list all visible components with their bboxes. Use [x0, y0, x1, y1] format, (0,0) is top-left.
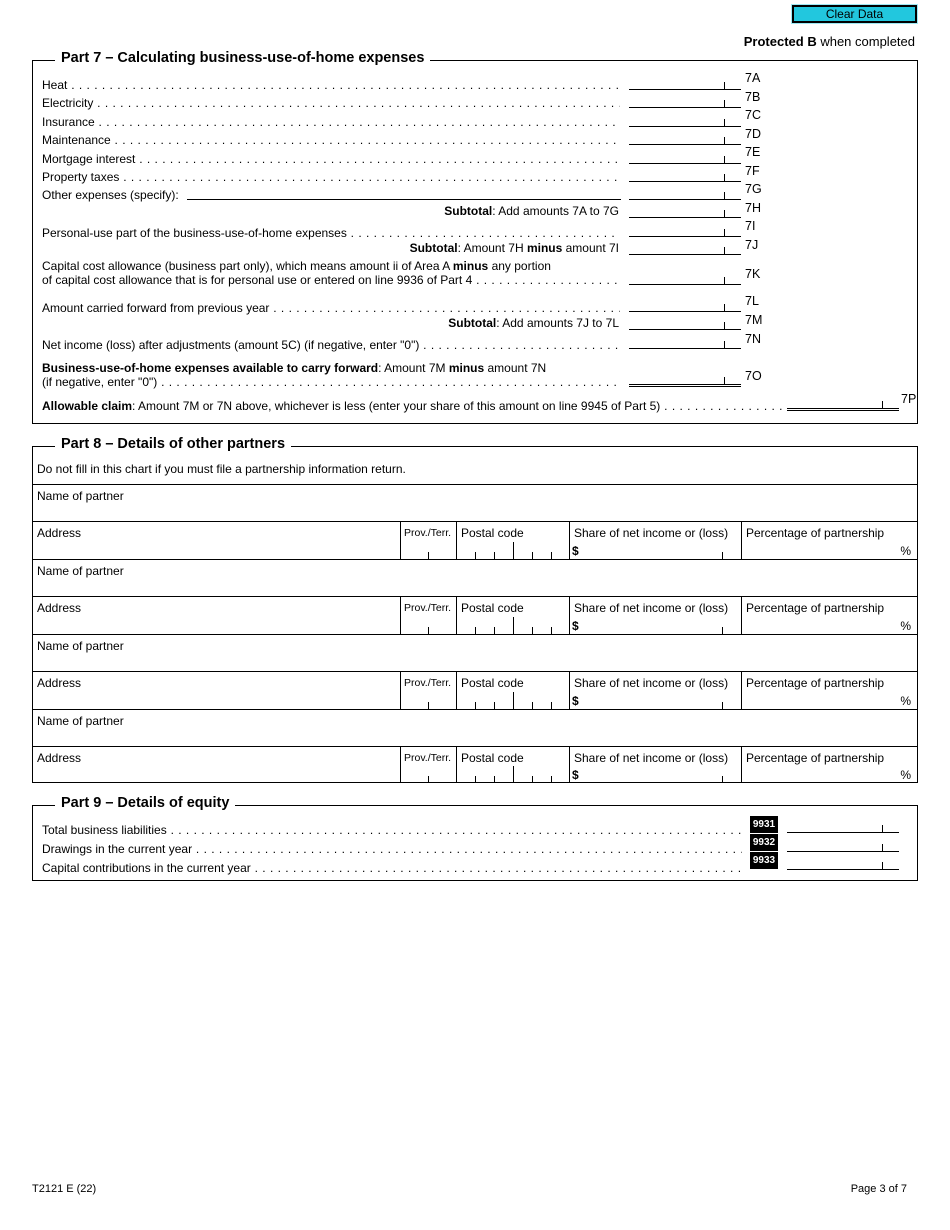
code-7o: 7O: [745, 369, 762, 383]
partner-2-name-row[interactable]: [33, 559, 917, 596]
subtotal-7h-amount-field[interactable]: [629, 205, 741, 218]
part8-note: Do not fill in this chart if you must file a partnership information return.: [37, 462, 406, 476]
partner-4-name-row[interactable]: [33, 709, 917, 746]
electricity-amount-field[interactable]: [629, 95, 741, 108]
part9-section: [32, 795, 918, 881]
drawings-amount-field[interactable]: [787, 839, 899, 852]
prov-terr-label: Prov./Terr.: [404, 602, 452, 614]
insurance-label: Insurance . . .: [42, 115, 620, 129]
code-7h: 7H: [745, 201, 761, 215]
percentage-partnership-label: Percentage of partnership: [746, 601, 885, 615]
share-net-income-field[interactable]: [569, 672, 741, 709]
code-7g: 7G: [745, 182, 762, 196]
partner-name-label: Name of partner: [37, 639, 124, 653]
other-expenses-label: Other expenses (specify):: [42, 188, 179, 202]
postal-code-field[interactable]: [456, 522, 569, 559]
carried-forward-amount-field[interactable]: [629, 299, 741, 312]
subtotal-7j-amount-field[interactable]: [629, 242, 741, 255]
percentage-partnership-label: Percentage of partnership: [746, 751, 885, 765]
net-income-label: Net income (loss) after adjustments (amount 5C) (if negative, enter "0") . . .: [42, 338, 620, 352]
code-7d: 7D: [745, 127, 761, 141]
share-net-income-label: Share of net income or (loss): [574, 751, 729, 765]
protected-b-notice: Protected B when completed: [743, 34, 915, 49]
subtotal-7m-label: Subtotal: Add amounts 7J to 7L: [448, 316, 619, 330]
part8-section: [32, 436, 918, 783]
prov-terr-label: Prov./Terr.: [404, 677, 452, 689]
percent-sign: %: [900, 768, 911, 782]
share-net-income-field[interactable]: [569, 747, 741, 783]
code-7e: 7E: [745, 145, 761, 159]
prov-terr-field[interactable]: [400, 747, 456, 783]
carry-forward-amount-field[interactable]: [629, 373, 741, 387]
address-label: Address: [37, 676, 82, 690]
code-7i: 7I: [745, 219, 756, 233]
maintenance-amount-field[interactable]: [629, 132, 741, 145]
postal-code-label: Postal code: [461, 526, 524, 540]
address-label: Address: [37, 751, 82, 765]
code-7n: 7N: [745, 332, 761, 346]
percent-sign: %: [900, 694, 911, 708]
capital-contributions-amount-field[interactable]: [787, 857, 899, 870]
code-9933: 9933: [750, 852, 778, 869]
postal-code-label: Postal code: [461, 601, 524, 615]
heat-amount-field[interactable]: [629, 77, 741, 90]
capital-contributions-label: Capital contributions in the current year . . .: [42, 861, 742, 875]
code-7f: 7F: [745, 164, 760, 178]
subtotal-7h-label: Subtotal: Add amounts 7A to 7G: [444, 204, 619, 218]
share-net-income-label: Share of net income or (loss): [574, 601, 729, 615]
part7-title: Part 7 – Calculating business-use-of-home expenses: [55, 50, 430, 66]
percent-sign: %: [900, 619, 911, 633]
code-9932: 9932: [750, 834, 778, 851]
total-liabilities-amount-field[interactable]: [787, 820, 899, 833]
carried-forward-label: Amount carried forward from previous year . . .: [42, 301, 620, 315]
partner-name-label: Name of partner: [37, 564, 124, 578]
property-taxes-amount-field[interactable]: [629, 169, 741, 182]
electricity-label: Electricity . . .: [42, 96, 620, 110]
part8-title: Part 8 – Details of other partners: [55, 436, 291, 452]
partner-1-name-row[interactable]: [33, 484, 917, 521]
total-liabilities-label: Total business liabilities . . .: [42, 823, 742, 837]
code-7p: 7P: [901, 392, 917, 406]
allowable-claim-amount-field[interactable]: [787, 397, 899, 411]
property-taxes-label: Property taxes . . .: [42, 170, 620, 184]
prov-terr-label: Prov./Terr.: [404, 527, 452, 539]
partner-2-address-row: [33, 596, 917, 634]
percentage-partnership-field[interactable]: [741, 672, 917, 709]
mortgage-interest-label: Mortgage interest . . .: [42, 152, 620, 166]
share-net-income-label: Share of net income or (loss): [574, 676, 729, 690]
code-7a: 7A: [745, 71, 761, 85]
percentage-partnership-field[interactable]: [741, 747, 917, 783]
other-expenses-amount-field[interactable]: [629, 187, 741, 200]
postal-code-label: Postal code: [461, 676, 524, 690]
code-7j: 7J: [745, 238, 759, 252]
part7-section: [32, 50, 918, 424]
partner-1-address-row: [33, 521, 917, 559]
dollar-sign: $: [572, 544, 579, 558]
postal-code-field[interactable]: [456, 597, 569, 634]
personal-use-label: Personal-use part of the business-use-of-home expenses . . .: [42, 226, 620, 240]
part9-title: Part 9 – Details of equity: [55, 795, 235, 811]
cca-label-line2: of capital cost allowance that is for personal use or entered on line 9936 of Part 4 . . .: [42, 273, 620, 287]
code-9931: 9931: [750, 816, 778, 833]
code-7l: 7L: [745, 294, 759, 308]
allowable-claim-label: Allowable claim: Amount 7M or 7N above, whichever is less (enter your share of this amount on line 9945 of Part 5) . . .: [42, 399, 782, 413]
percentage-partnership-label: Percentage of partnership: [746, 526, 885, 540]
prov-terr-field[interactable]: [400, 522, 456, 559]
dollar-sign: $: [572, 694, 579, 708]
dollar-sign: $: [572, 619, 579, 633]
drawings-label: Drawings in the current year . . .: [42, 842, 742, 856]
subtotal-7j-label: Subtotal: Amount 7H minus amount 7I: [409, 241, 619, 255]
form-identifier: T2121 E (22): [32, 1183, 97, 1195]
share-net-income-field[interactable]: [569, 522, 741, 559]
address-label: Address: [37, 601, 82, 615]
code-7k: 7K: [745, 267, 761, 281]
share-net-income-label: Share of net income or (loss): [574, 526, 729, 540]
subtotal-7m-amount-field[interactable]: [629, 317, 741, 330]
partner-4-address-row: [33, 746, 917, 783]
percentage-partnership-field[interactable]: [741, 597, 917, 634]
heat-label: Heat . . .: [42, 78, 620, 92]
code-7m: 7M: [745, 313, 763, 327]
address-label: Address: [37, 526, 82, 540]
other-expenses-specify-field[interactable]: [187, 187, 621, 200]
prov-terr-field[interactable]: [400, 672, 456, 709]
partner-name-label: Name of partner: [37, 489, 124, 503]
page-number: Page 3 of 7: [850, 1183, 907, 1195]
maintenance-label: Maintenance . . .: [42, 133, 620, 147]
share-net-income-field[interactable]: [569, 597, 741, 634]
postal-code-field[interactable]: [456, 672, 569, 709]
carry-forward-label-line1: Business-use-of-home expenses available to carry forward: Amount 7M minus amount 7N: [42, 361, 547, 375]
prov-terr-label: Prov./Terr.: [404, 752, 452, 764]
partner-name-label: Name of partner: [37, 714, 124, 728]
cca-amount-field[interactable]: [629, 272, 741, 285]
cca-label-line1: Capital cost allowance (business part only), which means amount ii of Area A minus any portion: [42, 259, 551, 273]
carry-forward-label-line2: (if negative, enter "0") . . .: [42, 375, 620, 389]
insurance-amount-field[interactable]: [629, 114, 741, 127]
dollar-sign: $: [572, 768, 579, 782]
percentage-partnership-label: Percentage of partnership: [746, 676, 885, 690]
postal-code-label: Postal code: [461, 751, 524, 765]
percent-sign: %: [900, 544, 911, 558]
prov-terr-field[interactable]: [400, 597, 456, 634]
code-7b: 7B: [745, 90, 761, 104]
net-income-amount-field[interactable]: [629, 336, 741, 349]
code-7c: 7C: [745, 108, 761, 122]
percentage-partnership-field[interactable]: [741, 522, 917, 559]
personal-use-amount-field[interactable]: [629, 224, 741, 237]
partner-3-name-row[interactable]: [33, 634, 917, 671]
mortgage-interest-amount-field[interactable]: [629, 151, 741, 164]
postal-code-field[interactable]: [456, 747, 569, 783]
partner-3-address-row: [33, 671, 917, 709]
clear-data-button[interactable]: Clear Data: [792, 5, 917, 23]
